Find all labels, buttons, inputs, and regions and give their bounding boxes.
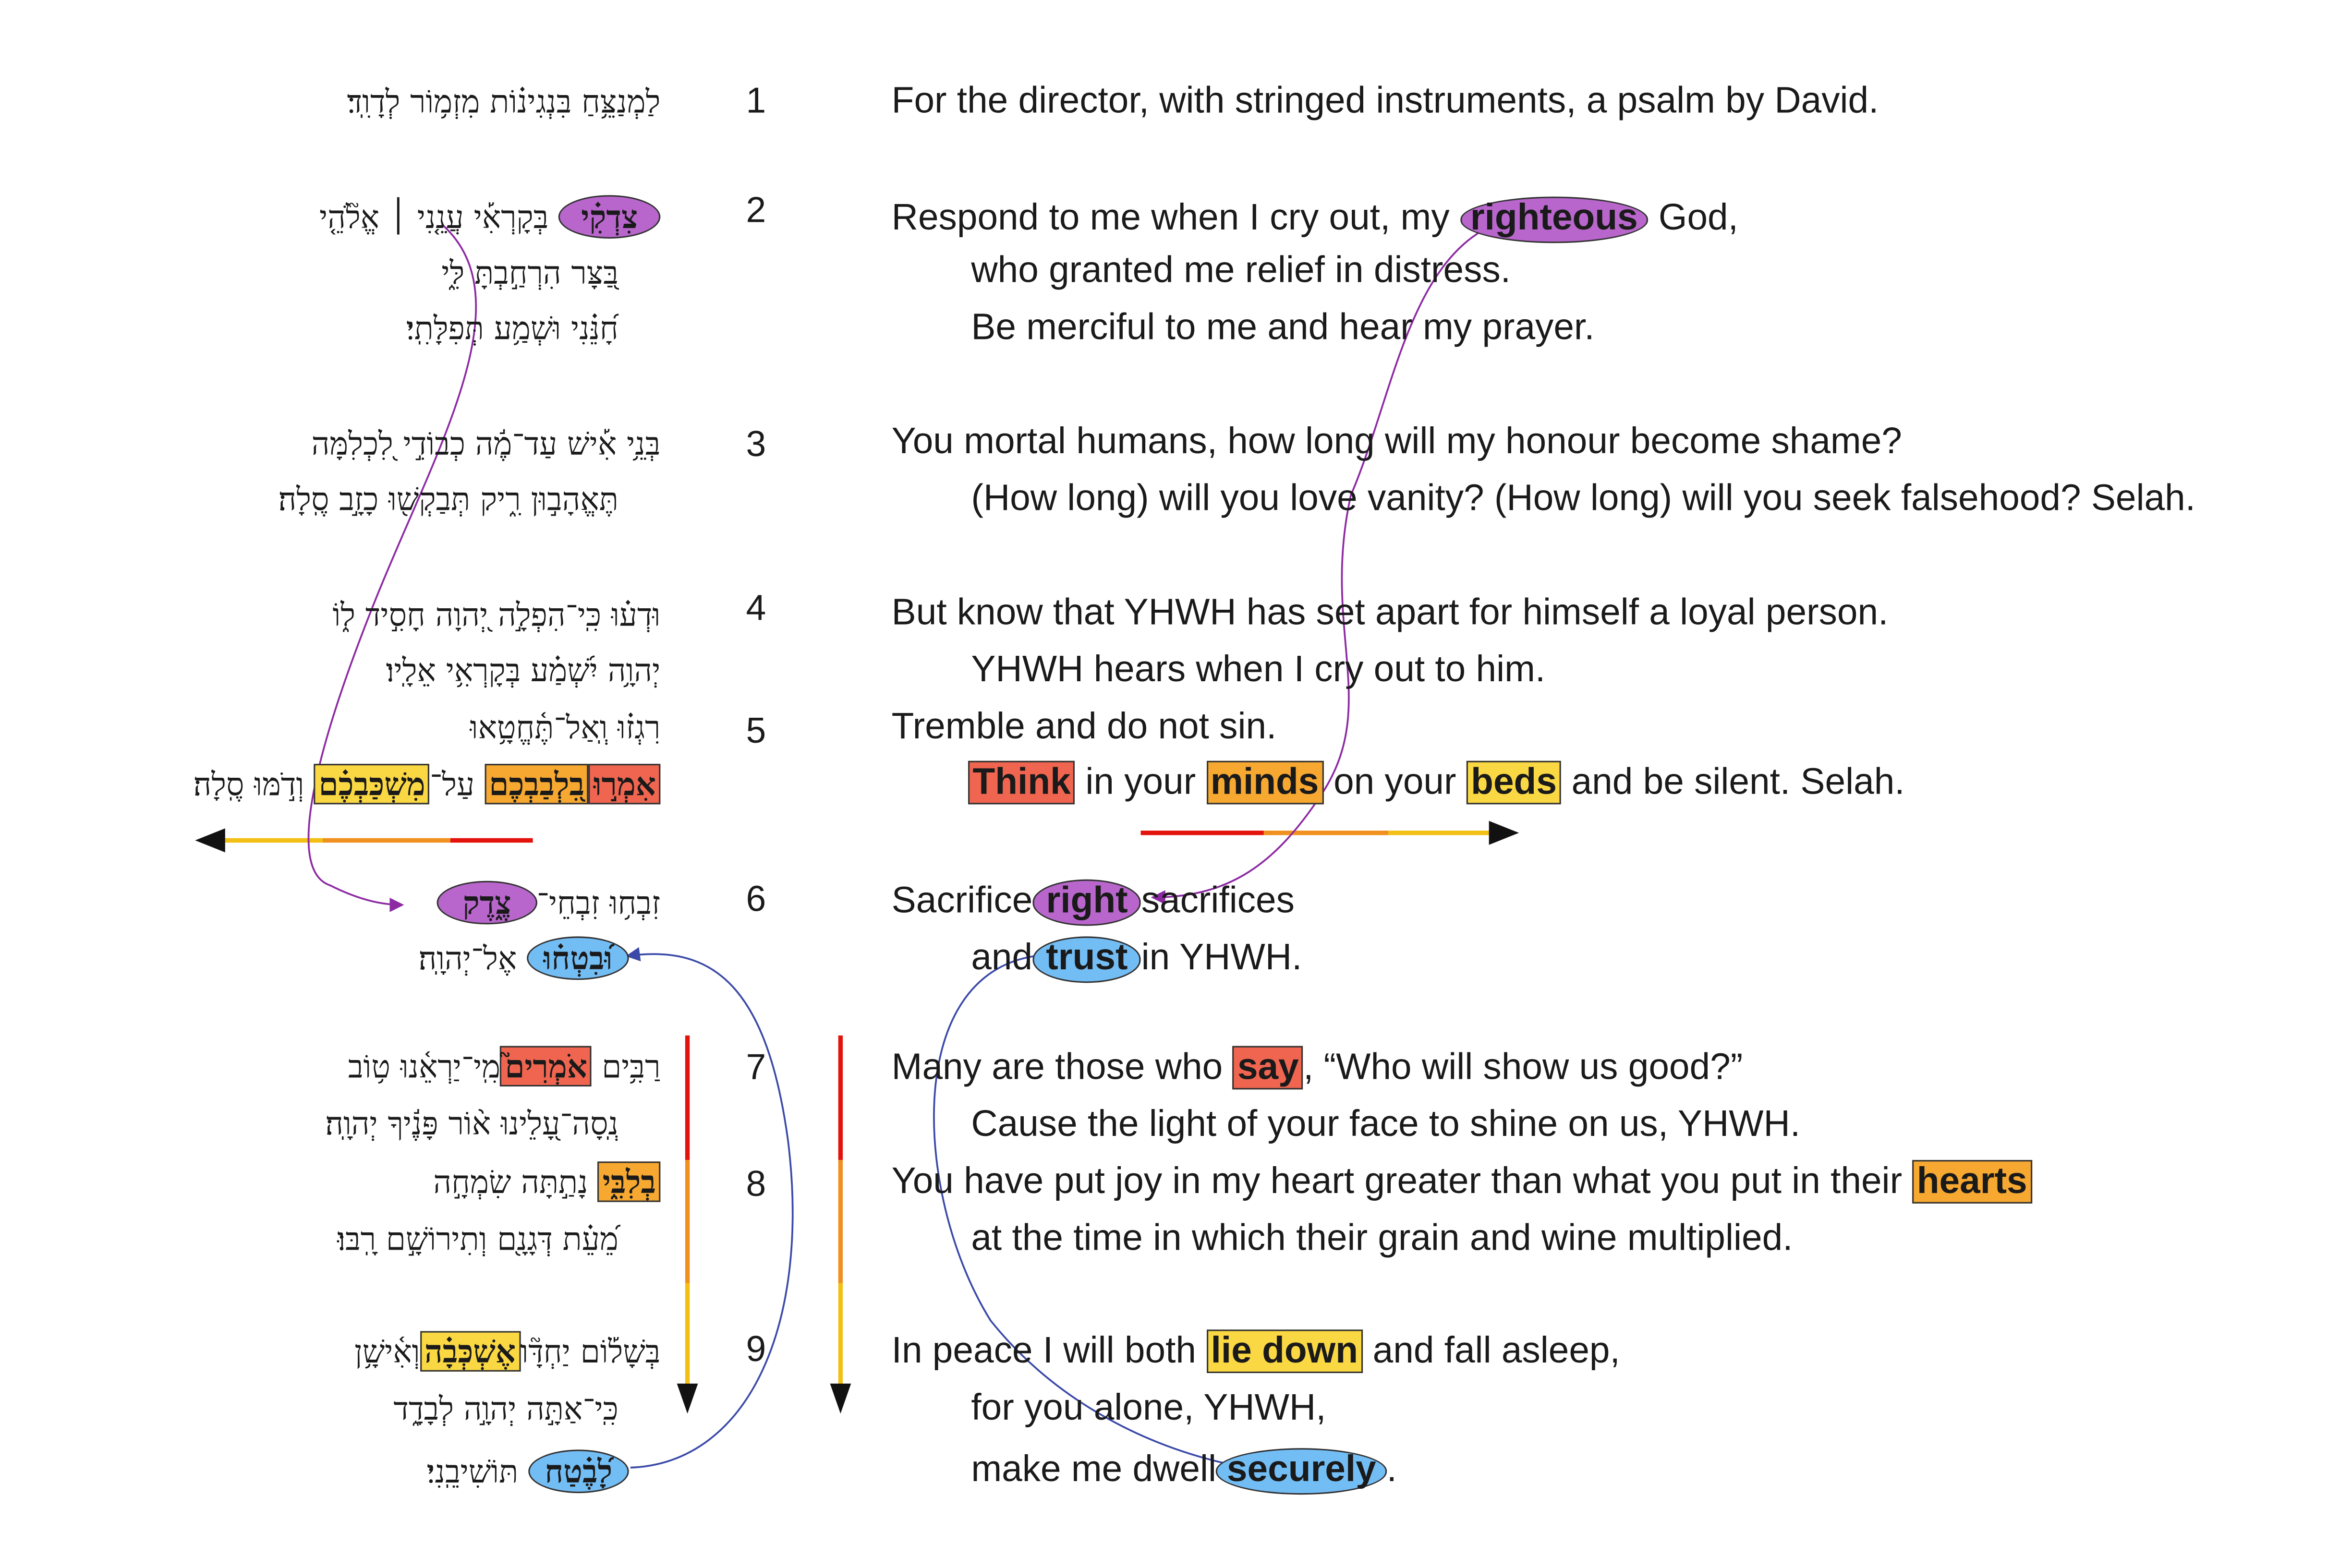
english-say-highlight: say: [1233, 1046, 1304, 1090]
english-text: and be silent. Selah.: [1561, 762, 1905, 803]
english-text: In peace I will both: [891, 1331, 1196, 1372]
hebrew-vertical-arrow: [677, 1036, 698, 1414]
english-text: Sacrifice: [891, 880, 1033, 922]
hebrew-line: [319, 195, 660, 239]
hebrew-text: נָתַ֣תָּה שִׂמְחָ֣ה: [433, 1164, 588, 1201]
english-line: [968, 762, 1905, 803]
hebrew-line: נְֽסָה־עָ֭לֵינוּ א֨וֹר פָּנֶ֬יךָ יְהוָֽה׃: [325, 1106, 618, 1142]
english-line: who granted me relief in distress.: [971, 250, 1511, 291]
hebrew-beds-highlight: מִשְׁכַּבְכֶ֗ם: [314, 764, 430, 804]
english-text: in YHWH.: [1141, 938, 1302, 978]
english-line: at the time in which their grain and wine multiplied.: [971, 1218, 1793, 1259]
english-text: on your: [1323, 762, 1467, 803]
english-line: Be merciful to me and hear my prayer.: [971, 307, 1595, 349]
hebrew-text: וְאִ֫ישָׁ֥ן: [354, 1334, 420, 1370]
hebrew-say-highlight: אֹמְרִים֮: [500, 1046, 592, 1086]
english-line: You mortal humans, how long will my honour become shame?: [891, 422, 1902, 462]
hebrew-line: לַמְנַצֵּ֥חַ בִּנְגִינ֗וֹת מִזְמ֥וֹר לְדָוִֽד׃: [347, 84, 661, 121]
english-text: make me dwell: [971, 1449, 1217, 1490]
hebrew-trust-link: [628, 954, 793, 1468]
verse-number: 8: [746, 1164, 766, 1205]
verse-number: 9: [746, 1329, 766, 1370]
hebrew-text: רַבִּ֥ים: [602, 1049, 661, 1085]
hebrew-trust-oval: וּ֝בִטְח֗וּ: [527, 936, 629, 980]
english-righteous-oval: righteous: [1460, 196, 1649, 242]
english-line: Cause the light of your face to shine on us, YHWH.: [971, 1104, 1801, 1145]
verse-number: 5: [746, 711, 766, 752]
hebrew-hearts-highlight: בְלִבִּ֑י: [598, 1161, 660, 1202]
hebrew-text: מִֽי־יַרְאֵ֫נוּ ט֥וֹב: [348, 1049, 501, 1085]
hebrew-line: וּדְע֗וּ כִּֽי־הִפְלָ֣ה יְ֭הוָה חָסִ֣יד ל֑וֹ: [332, 597, 661, 634]
english-text: in your: [1075, 762, 1206, 803]
hebrew-line: בַּ֭צָּר הִרְחַ֣בְתָּ לִּ֑י: [441, 255, 618, 291]
english-line: YHWH hears when I cry out to him.: [971, 650, 1546, 690]
verse-number: 6: [746, 879, 766, 920]
english-line: [971, 1448, 1397, 1494]
hebrew-line: [426, 1449, 629, 1493]
hebrew-line: [418, 936, 629, 980]
hebrew-line: כִּֽי־אַתָּ֣ה יְהוָ֣ה לְבָדָ֑ד: [393, 1391, 618, 1427]
english-text: and fall asleep,: [1372, 1331, 1620, 1372]
english-text: Respond to me when I cry out, my: [891, 198, 1450, 239]
hebrew-line: [437, 881, 660, 925]
english-trust-oval: trust: [1032, 936, 1141, 982]
hebrew-text: בְּשָׁל֡וֹם יַחְדָּ֘ו: [520, 1334, 661, 1370]
hebrew-line: תֶּאֱהָב֣וּן רִ֑יק תְּבַקְשׁ֖וּ כָזָ֣ב סֶֽלָה׃: [278, 482, 618, 518]
hebrew-lie-down-highlight: אֶשְׁכְּבָ֗ה: [420, 1331, 521, 1371]
english-lie-down-highlight: lie down: [1206, 1329, 1362, 1373]
english-line: for you alone, YHWH,: [971, 1388, 1326, 1429]
hebrew-right-oval: צֶ֑דֶק: [437, 881, 536, 925]
english-text: Many are those who: [891, 1047, 1223, 1088]
english-line: [971, 936, 1302, 982]
english-text: , “Who will show us good?”: [1303, 1047, 1743, 1088]
english-beds-highlight: beds: [1467, 761, 1562, 805]
hebrew-line: [354, 1332, 661, 1370]
hebrew-securely-oval: לָ֝בֶ֗טַח: [528, 1449, 629, 1493]
verse-number: 1: [746, 81, 766, 122]
verse-number: 7: [746, 1047, 766, 1088]
english-minds-highlight: minds: [1206, 761, 1323, 805]
hebrew-text: עַל־: [430, 767, 475, 803]
verse-number: 2: [746, 190, 766, 231]
hebrew-text: זִבְח֥וּ זִבְחֵי־: [536, 885, 661, 922]
hebrew-text: בְּקָרְאִ֡י עֲנֵ֤נִי ׀ אֱלֹ֘הֵ֤י: [319, 199, 549, 236]
hebrew-righteous-oval: צִדְקִ֗י: [558, 195, 660, 239]
hebrew-minds-highlight: בִ֭לְבַבְכֶם: [485, 764, 589, 804]
english-hearts-highlight: hearts: [1912, 1160, 2032, 1204]
english-text: and: [971, 938, 1033, 978]
english-line: But know that YHWH has set apart for himself a loyal person.: [891, 592, 1889, 634]
english-line: [891, 1161, 2032, 1202]
hebrew-line: [193, 765, 661, 803]
english-line: (How long) will you love vanity? (How long) will you seek falsehood? Selah.: [971, 479, 2195, 519]
english-text: You have put joy in my heart greater than what you put in their: [891, 1161, 1903, 1202]
english-line: [892, 880, 1295, 925]
hebrew-text: וְדֹ֣מּוּ סֶֽלָה׃: [193, 767, 304, 803]
hebrew-line: חָ֝נֵּ֗נִי וּשְׁמַ֥ע תְּפִלָּתִֽי׃: [406, 311, 618, 347]
english-text: .: [1386, 1449, 1397, 1490]
hebrew-line: מֵ֝עֵ֗ת דְּגָנָ֖ם וְתִירוֹשָׁ֣ם רָֽבּוּ׃: [337, 1221, 618, 1258]
hebrew-word-order-arrow: [195, 828, 533, 852]
hebrew-line: בְּנֵ֥י אִ֡ישׁ עַד־מֶ֬ה כְבוֹדִ֣י לִ֭כְלִמָּה: [311, 426, 661, 462]
hebrew-line: [348, 1047, 661, 1085]
english-right-oval: right: [1032, 880, 1141, 925]
english-think-highlight: Think: [968, 761, 1075, 805]
hebrew-line: רִגְז֗וּ וְֽאַל־תֶּ֫חֱטָ֥אוּ: [470, 710, 661, 746]
english-line: [891, 1331, 1620, 1372]
hebrew-line: יְהוָ֥ה יִ֝שְׁמַ֗ע בְּקָרְאִ֥י אֵלָֽיו׃: [386, 652, 661, 689]
hebrew-think-highlight: אִמְר֣וּ: [589, 764, 660, 804]
english-securely-oval: securely: [1216, 1448, 1387, 1494]
english-line: For the director, with stringed instruments, a psalm by David.: [891, 81, 1879, 122]
hebrew-line: [433, 1163, 660, 1201]
english-text: sacrifices: [1141, 880, 1295, 922]
verse-number: 3: [746, 424, 766, 465]
english-line: [892, 196, 1738, 242]
hebrew-text: אֶל־יְהוָֽה׃: [418, 941, 517, 977]
english-line: [891, 1047, 1743, 1088]
english-word-order-arrow: [1141, 821, 1519, 845]
verse-number: 4: [746, 588, 766, 629]
english-vertical-arrow: [830, 1036, 851, 1414]
english-text: God,: [1658, 198, 1738, 239]
english-line: Tremble and do not sin.: [891, 707, 1277, 748]
hebrew-text: תּוֹשִׁיבֵֽנִי׃: [426, 1454, 519, 1490]
